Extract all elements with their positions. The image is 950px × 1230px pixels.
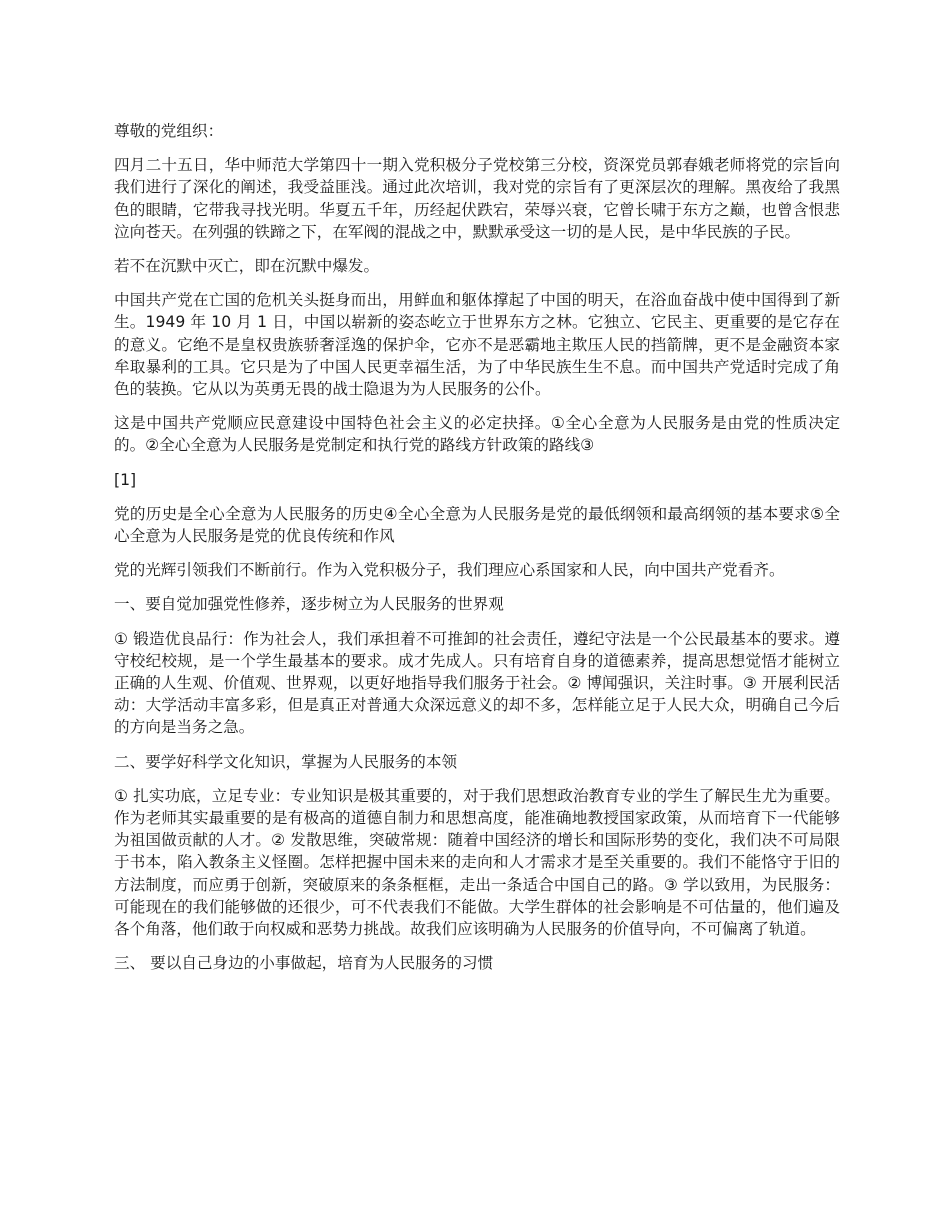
section-heading-2: 二、要学好科学文化知识，掌握为人民服务的本领 [114, 752, 458, 771]
footnote-marker: [1] [114, 470, 137, 489]
salutation: 尊敬的党组织： [114, 122, 224, 140]
paragraph-section-1: ① 锻造优良品行：作为社会人，我们承担着不可推卸的社会责任，遵纪守法是一个公民最基本的要求。遵守校纪校规，是一个学生最基本的要求。成才先成人。只有培育自身的道德素养，提高思想觉悟才能树立正确的人生观、价值观、世界观，以更好地指导我们服务于社会。② 博闻强识，关注时事。③ 开展利民活动：大学活动丰富多彩，但是真正对普通大众深远意义的却不多，怎样能立足于人民大众，明确自己今后的方向是当务之急。 [114, 629, 840, 737]
paragraph-service-history: 党的历史是全心全意为人民服务的历史④全心全意为人民服务是党的最低纲领和最高纲领的基本要求⑤全心全意为人民服务是党的优良传统和作风 [114, 504, 840, 546]
section-heading-1: 一、要自觉加强党性修养，逐步树立为人民服务的世界观 [114, 595, 504, 614]
section-heading-3: 三、 要以自己身边的小事做起，培育为人民服务的习惯 [114, 954, 494, 973]
paragraph-party-history: 中国共产党在亡国的危机关头挺身而出，用鲜血和躯体撑起了中国的明天，在浴血奋战中使中国得到了新生。1949 年 10 月 1 日，中国以崭新的姿态屹立于世界东方之林。它独立、它民主、更重要的是它存在的意义。它绝不是皇权贵族骄奢淫逸的保护伞，它亦不是恶霸地主欺压人民的挡箭牌，更不是金融资本家牟取暴利的工具。它只是为了中国人民更幸福生活，为了中华民族生生不息。而中国共产党适时完成了角色的装换。它从以为英勇无畏的战士隐退为为人民服务的公仆。 [114, 291, 840, 399]
paragraph-training-intro: 四月二十五日，华中师范大学第四十一期入党积极分子党校第三分校，资深党员郭春娥老师将党的宗旨向我们进行了深化的阐述，我受益匪浅。通过此次培训，我对党的宗旨有了更深层次的理解。黑夜给了我黑色的眼睛，它带我寻找光明。华夏五千年，历经起伏跌宕，荣辱兴衰，它曾长啸于东方之巅，也曾含恨悲泣向苍天。在列强的铁蹄之下，在军阀的混战之中，默默承受这一切的是人民，是中华民族的子民。 [114, 156, 840, 241]
paragraph-guidance: 党的光辉引领我们不断前行。作为入党积极分子，我们理应心系国家和人民，向中国共产党看齐。 [114, 561, 785, 580]
paragraph-choice: 这是中国共产党顺应民意建设中国特色社会主义的必定抉择。①全心全意为人民服务是由党的性质决定的。②全心全意为人民服务是党制定和执行党的路线方针政策的路线③ [114, 414, 840, 455]
document-page [114, 120, 840, 987]
paragraph-quote: 若不在沉默中灭亡，即在沉默中爆发。 [114, 257, 380, 276]
paragraph-section-2: ① 扎实功底，立足专业：专业知识是极其重要的，对于我们思想政治教育专业的学生了解民生尤为重要。作为老师其实最重要的是有极高的道德自制力和思想高度，能准确地教授国家政策，从而培育下一代能够为祖国做贡献的人才。② 发散思维，突破常规：随着中国经济的增长和国际形势的变化，我们决不可局限于书本，陷入教条主义怪圈。怎样把握中国未来的走向和人才需求才是至关重要的。我们不能恪守于旧的方法制度，而应勇于创新，突破原来的条条框框，走出一条适合中国自己的路。③ 学以致用，为民服务：可能现在的我们能够做的还很少，可不代表我们不能做。大学生群体的社会影响是不可估量的，他们遍及各个角落，他们敢于向权威和恶势力挑战。故我们应该明确为人民服务的价值导向，不可偏离了轨道。 [114, 786, 840, 939]
